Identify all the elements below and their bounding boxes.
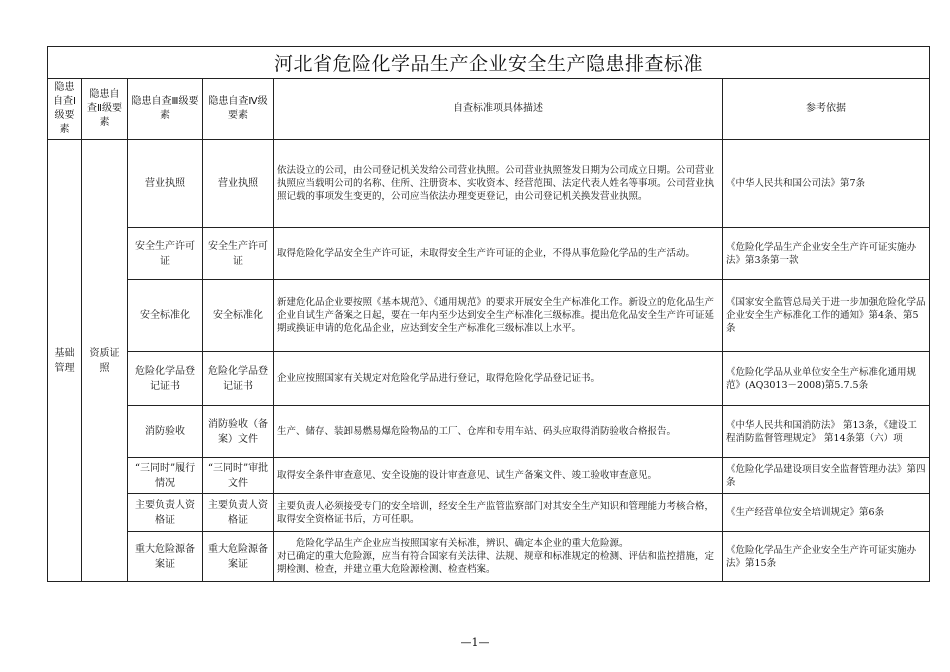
header-description: 自查标准项具体描述: [274, 79, 723, 140]
hazard-standard-table: [47, 46, 930, 582]
level4-cell: 重大危险源备案证: [203, 532, 274, 582]
description-cell: 取得危险化学品安全生产许可证，未取得安全生产许可证的企业，不得从事危险化学品的生产活动。: [274, 228, 723, 280]
level4-cell: “三同时”审批文件: [203, 458, 274, 494]
table-row: [48, 280, 930, 352]
header-level3: 隐患自查Ⅲ级要素: [128, 79, 203, 140]
level1-value: 基础管理: [48, 140, 82, 582]
header-level4: 隐患自查Ⅳ级要素: [203, 79, 274, 140]
description-cell: 生产、储存、装卸易燃易爆危险物品的工厂、仓库和专用车站、码头应取得消防验收合格报告。: [274, 406, 723, 458]
table-row: [48, 140, 930, 228]
header-level2: 隐患自查Ⅱ级要素: [82, 79, 128, 140]
table-row: [48, 494, 930, 532]
page-title: 河北省危险化学品生产企业安全生产隐患排查标准: [48, 47, 930, 79]
level4-cell: 安全标准化: [203, 280, 274, 352]
description-cell: 危险化学品生产企业应当按照国家有关标准，辨识、确定本企业的重大危险源。 对已确定的重大危险源，应当有符合国家有关法律、法规、规章和标准规定的检测、评估和监控措施，定期检测、检查，并建立重大危险源检测、检查档案。: [274, 532, 723, 582]
level4-cell: 消防验收（备案）文件: [203, 406, 274, 458]
table-row: [48, 458, 930, 494]
table-row: [48, 406, 930, 458]
table-row: [48, 352, 930, 406]
level4-cell: 安全生产许可证: [203, 228, 274, 280]
level3-cell: “三同时”履行情况: [128, 458, 203, 494]
table-row: [48, 228, 930, 280]
reference-cell: 《中华人民共和国公司法》第7条: [723, 140, 930, 228]
reference-cell: 《危险化学品建设项目安全监督管理办法》第四条: [723, 458, 930, 494]
description-cell: 主要负责人必须接受专门的安全培训，经安全生产监管监察部门对其安全生产知识和管理能力考核合格，取得安全资格证书后，方可任职。: [274, 494, 723, 532]
reference-cell: 《危险化学品生产企业安全生产许可证实施办法》第3条第一款: [723, 228, 930, 280]
level4-cell: 主要负责人资格证: [203, 494, 274, 532]
level4-cell: 营业执照: [203, 140, 274, 228]
reference-cell: 《危险化学品从业单位安全生产标准化通用规范》(AQ3013－2008)第5.7.5条: [723, 352, 930, 406]
level3-cell: 安全标准化: [128, 280, 203, 352]
reference-cell: 《国家安全监管总局关于进一步加强危险化学品企业安全生产标准化工作的通知》第4条、第5条: [723, 280, 930, 352]
level3-cell: 消防验收: [128, 406, 203, 458]
header-row: [48, 79, 930, 140]
description-cell: 企业应按照国家有关规定对危险化学品进行登记，取得危险化学品登记证书。: [274, 352, 723, 406]
level3-cell: 营业执照: [128, 140, 203, 228]
reference-cell: 《生产经营单位安全培训规定》第6条: [723, 494, 930, 532]
level4-cell: 危险化学品登记证书: [203, 352, 274, 406]
header-reference: 参考依据: [723, 79, 930, 140]
level3-cell: 主要负责人资格证: [128, 494, 203, 532]
page-number: —1—: [460, 636, 490, 649]
reference-cell: 《危险化学品生产企业安全生产许可证实施办法》第15条: [723, 532, 930, 582]
description-cell: 取得安全条件审查意见、安全设施的设计审查意见、试生产备案文件、竣工验收审查意见。: [274, 458, 723, 494]
header-level1: 隐患自查Ⅰ级要素: [48, 79, 82, 140]
description-cell: 新建危化品企业要按照《基本规范》、《通用规范》的要求开展安全生产标准化工作。新设立的危化品生产企业自试生产备案之日起，要在一年内至少达到安全生产标准化三级标准。提出危化品安全生产许可证延期或换证申请的危化品企业，应达到安全生产标准化三级标准以上水平。: [274, 280, 723, 352]
table-row: [48, 532, 930, 582]
level2-value: 资质证照: [82, 140, 128, 582]
level3-cell: 重大危险源备案证: [128, 532, 203, 582]
level3-cell: 安全生产许可证: [128, 228, 203, 280]
level3-cell: 危险化学品登记证书: [128, 352, 203, 406]
reference-cell: 《中华人民共和国消防法》 第13条，《建设工程消防监督管理规定》 第14条第（六）项: [723, 406, 930, 458]
description-cell: 依法设立的公司，由公司登记机关发给公司营业执照。公司营业执照签发日期为公司成立日期。公司营业执照应当载明公司的名称、住所、注册资本、实收资本、经营范围、法定代表人姓名等事项。公司营业执照记载的事项发生变更的，公司应当依法办理变更登记，由公司登记机关换发营业执照。: [274, 140, 723, 228]
